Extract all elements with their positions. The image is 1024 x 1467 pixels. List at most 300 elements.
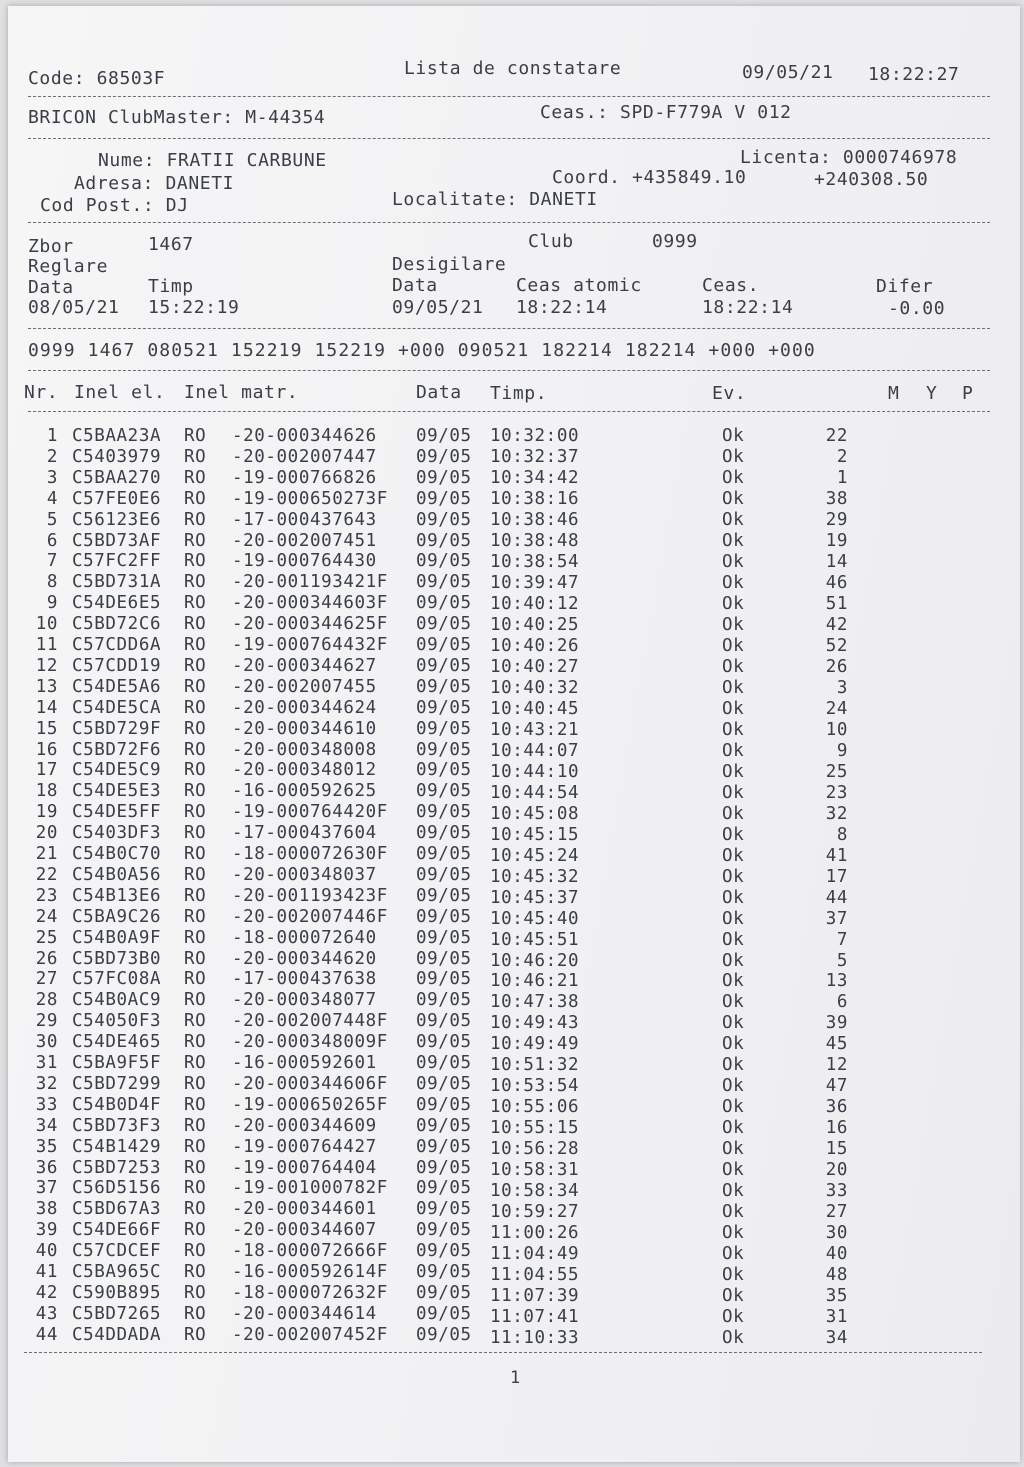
electronic-ring: C54DDADA (72, 1324, 162, 1345)
country-code: RO (184, 697, 207, 718)
locality: Localitate: DANETI (392, 189, 598, 210)
ring-number: -19-000650273F (232, 488, 388, 509)
country-code: RO (184, 1262, 207, 1282)
separator (24, 1352, 982, 1353)
arrival-time: 10:45:24 (490, 845, 580, 866)
row-number: 38 (35, 1199, 58, 1220)
clock-position: 35 (825, 1286, 848, 1307)
electronic-ring: C54DE66F (72, 1220, 162, 1241)
event-status: Ok (722, 446, 745, 467)
arrival-time: 11:00:26 (490, 1223, 580, 1244)
ring-number: -20-000344603F (232, 593, 388, 614)
arrival-date: 09/05 (416, 990, 472, 1011)
document-title: Lista de constatare (404, 58, 622, 79)
arrival-time: 10:58:34 (490, 1181, 580, 1202)
event-status: Ok (722, 845, 745, 866)
event-status: Ok (722, 551, 745, 572)
table-row (8, 1262, 1020, 1286)
arrival-date: 09/05 (416, 593, 472, 614)
separator (28, 411, 990, 412)
arrival-time: 10:32:37 (490, 446, 580, 467)
row-number: 32 (35, 1073, 58, 1094)
desigilare-date: 09/05/21 (392, 297, 484, 318)
table-row (8, 1158, 1020, 1179)
arrival-time: 10:45:40 (490, 908, 580, 929)
table-row (8, 551, 1020, 572)
country-code: RO (184, 1011, 207, 1032)
clock-position: 34 (825, 1328, 848, 1349)
row-number: 29 (35, 1011, 58, 1032)
difer-label: Difer (876, 276, 934, 297)
electronic-ring: C54B0D4F (72, 1094, 162, 1115)
ring-number: -20-000344627 (232, 655, 377, 676)
ring-number: -19-000650265F (232, 1094, 388, 1115)
event-status: Ok (722, 677, 745, 698)
electronic-ring: C5BD7299 (72, 1073, 162, 1094)
electronic-ring: C5BD7253 (72, 1157, 162, 1178)
event-status: Ok (722, 971, 745, 992)
row-number: 24 (35, 906, 58, 927)
table-row (8, 969, 1020, 990)
arrival-time: 11:07:41 (490, 1307, 580, 1328)
event-status: Ok (722, 1139, 745, 1160)
arrival-time: 11:04:55 (490, 1265, 580, 1286)
arrival-time: 10:47:38 (490, 992, 580, 1013)
electronic-ring: C54B0AC9 (72, 990, 162, 1011)
clock-position: 16 (825, 1118, 848, 1139)
arrival-date: 09/05 (416, 844, 472, 864)
row-number: 43 (35, 1303, 58, 1324)
arrival-date: 09/05 (416, 1053, 472, 1073)
ring-number: -20-000344614 (232, 1303, 377, 1324)
clock-position: 8 (836, 824, 848, 845)
event-status: Ok (722, 426, 745, 446)
event-status: Ok (722, 635, 745, 656)
country-code: RO (184, 718, 207, 739)
table-row (8, 907, 1020, 928)
table-row (8, 781, 1020, 802)
clock-position: 7 (836, 929, 848, 950)
arrival-date: 09/05 (416, 426, 472, 446)
table-row (8, 949, 1020, 970)
arrival-time: 10:45:15 (490, 824, 580, 845)
arrival-date: 09/05 (416, 864, 472, 885)
electronic-ring: C5BD67A3 (72, 1199, 162, 1220)
electronic-ring: C57FC08A (72, 969, 162, 990)
clock-position: 37 (825, 908, 848, 929)
electronic-ring: C5BAA23A (72, 426, 162, 446)
clock-position: 23 (825, 782, 848, 803)
electronic-ring: C54B0A9F (72, 927, 162, 948)
event-status: Ok (722, 593, 745, 614)
row-number: 14 (35, 697, 58, 718)
event-status: Ok (722, 1244, 745, 1265)
event-status: Ok (722, 1034, 745, 1055)
arrival-date: 09/05 (416, 1303, 472, 1324)
country-code: RO (184, 760, 207, 781)
clock-position: 1 (836, 467, 848, 488)
separator (28, 96, 990, 97)
separator (28, 138, 990, 139)
table-row (8, 1199, 1020, 1223)
table-row (8, 510, 1020, 531)
row-number: 20 (35, 823, 58, 844)
ceas-label: Ceas. (702, 275, 760, 296)
country-code: RO (184, 969, 207, 990)
row-number: 15 (35, 718, 58, 739)
ring-number: -17-000437638 (232, 969, 377, 990)
coordinates-2: +240308.50 (814, 169, 929, 190)
club-label: Club (528, 231, 574, 252)
arrival-time: 10:46:20 (490, 950, 580, 971)
page-number: 1 (510, 1368, 521, 1388)
row-number: 13 (35, 676, 58, 697)
row-number: 18 (35, 781, 58, 802)
country-code: RO (184, 1094, 207, 1115)
row-number: 35 (35, 1136, 58, 1157)
table-row (8, 1116, 1020, 1137)
owner-name: Nume: FRATII CARBUNE (98, 150, 327, 171)
electronic-ring: C54B13E6 (72, 885, 162, 906)
ceas-atomic-label: Ceas atomic (516, 275, 642, 296)
event-status: Ok (722, 761, 745, 782)
ring-number: -20-000344609 (232, 1115, 377, 1136)
row-number: 5 (46, 509, 58, 530)
arrival-date: 09/05 (416, 760, 472, 781)
country-code: RO (184, 593, 207, 614)
arrival-time: 10:40:32 (490, 677, 580, 698)
country-code: RO (184, 446, 207, 467)
arrival-date: 09/05 (416, 676, 472, 697)
event-status: Ok (722, 782, 745, 803)
arrival-time: 10:46:21 (490, 971, 580, 992)
ring-number: -20-001193421F (232, 572, 388, 593)
event-status: Ok (722, 992, 745, 1013)
row-number: 30 (35, 1032, 58, 1053)
row-number: 31 (35, 1053, 58, 1073)
row-number: 9 (46, 593, 58, 614)
table-row (8, 1282, 1020, 1307)
ring-number: -17-000437643 (232, 509, 377, 530)
ring-number: -18-000072630F (232, 844, 388, 864)
data-label-2: Data (392, 275, 438, 296)
electronic-ring: C57CDCEF (72, 1241, 162, 1262)
header-m: M (888, 383, 900, 404)
ring-number: -19-000764420F (232, 802, 388, 823)
electronic-ring: C54DE5FF (72, 802, 162, 823)
zbor-label: Zbor (28, 236, 74, 257)
arrival-date: 09/05 (416, 1073, 472, 1094)
arrival-date: 09/05 (416, 802, 472, 823)
electronic-ring: C5BD72F6 (72, 739, 162, 760)
event-status: Ok (722, 1076, 745, 1097)
arrival-time: 10:40:26 (490, 635, 580, 656)
country-code: RO (184, 509, 207, 530)
club-value: 0999 (652, 231, 698, 252)
ring-number: -20-000344625F (232, 614, 388, 635)
ring-number: -20-000348037 (232, 864, 377, 885)
clock-position: 9 (836, 740, 848, 761)
row-number: 21 (35, 844, 58, 864)
event-status: Ok (722, 1202, 745, 1223)
ring-number: -17-000437604 (232, 823, 377, 844)
arrival-time: 10:44:07 (490, 740, 580, 761)
electronic-ring: C54DE6E5 (72, 593, 162, 614)
country-code: RO (184, 802, 207, 823)
country-code: RO (184, 467, 207, 488)
clock-position: 39 (825, 1013, 848, 1034)
header-ev: Ev. (712, 383, 747, 404)
clock-position: 32 (825, 803, 848, 824)
country-code: RO (184, 1115, 207, 1136)
country-code: RO (184, 864, 207, 885)
electronic-ring: C57FE0E6 (72, 488, 162, 509)
arrival-date: 09/05 (416, 509, 472, 530)
ring-number: -19-001000782F (232, 1178, 388, 1199)
table-row (8, 760, 1020, 781)
ring-number: -20-000344620 (232, 948, 377, 969)
clock-position: 45 (825, 1034, 848, 1055)
row-number: 37 (35, 1178, 58, 1199)
table-row (8, 635, 1020, 656)
arrival-time: 10:51:32 (490, 1055, 580, 1076)
electronic-ring: C54B0C70 (72, 844, 162, 864)
arrival-date: 09/05 (416, 927, 472, 948)
arrival-time: 11:10:33 (490, 1328, 580, 1349)
row-number: 39 (35, 1220, 58, 1241)
separator (28, 222, 990, 223)
electronic-ring: C5BA965C (72, 1262, 162, 1282)
arrival-time: 10:40:25 (490, 614, 580, 635)
arrival-time: 10:45:32 (490, 866, 580, 887)
row-number: 11 (35, 635, 58, 655)
electronic-ring: C54DE465 (72, 1032, 162, 1053)
electronic-ring: C5BD73AF (72, 530, 162, 551)
event-status: Ok (722, 1181, 745, 1202)
electronic-ring: C5BA9C26 (72, 906, 162, 927)
country-code: RO (184, 1282, 207, 1303)
row-number: 8 (46, 572, 58, 593)
table-row (8, 1011, 1020, 1032)
header-inel-matr: Inel matr. (184, 382, 299, 403)
table-row (8, 531, 1020, 552)
country-code: RO (184, 990, 207, 1011)
ring-number: -19-000764430 (232, 551, 377, 572)
electronic-ring: C54050F3 (72, 1011, 162, 1032)
event-status: Ok (722, 929, 745, 950)
clock-position: 30 (825, 1223, 848, 1244)
table-row (8, 1032, 1020, 1053)
ring-number: -16-000592625 (232, 781, 377, 802)
row-number: 27 (35, 969, 58, 990)
ring-number: -20-000344610 (232, 718, 377, 739)
row-number: 28 (35, 990, 58, 1011)
printed-receipt (8, 6, 1020, 1462)
table-row (8, 1324, 1020, 1349)
arrival-date: 09/05 (416, 551, 472, 572)
electronic-ring: C5BAA270 (72, 467, 162, 488)
country-code: RO (184, 676, 207, 697)
country-code: RO (184, 823, 207, 844)
reglare-time: 15:22:19 (148, 297, 240, 318)
arrival-date: 09/05 (416, 1324, 472, 1345)
clock-position: 36 (825, 1097, 848, 1118)
electronic-ring: C54DE5C9 (72, 760, 162, 781)
row-number: 34 (35, 1115, 58, 1136)
row-number: 26 (35, 948, 58, 969)
row-number: 10 (35, 614, 58, 635)
arrival-date: 09/05 (416, 1157, 472, 1178)
arrival-time: 10:55:15 (490, 1118, 580, 1139)
arrival-date: 09/05 (416, 1282, 472, 1303)
clock-position: 13 (825, 971, 848, 992)
ring-number: -20-000348012 (232, 760, 377, 781)
event-status: Ok (722, 1013, 745, 1034)
row-number: 16 (35, 739, 58, 760)
ring-number: -19-000764427 (232, 1136, 377, 1157)
arrival-time: 10:38:16 (490, 488, 580, 509)
table-row (8, 823, 1020, 844)
event-status: Ok (722, 614, 745, 635)
table-row (8, 1137, 1020, 1158)
arrival-date: 09/05 (416, 1262, 472, 1282)
ring-number: -20-000344626 (232, 426, 377, 446)
event-status: Ok (722, 509, 745, 530)
country-code: RO (184, 1032, 207, 1053)
table-row (8, 614, 1020, 635)
zbor-value: 1467 (148, 234, 194, 255)
table-row (8, 1220, 1020, 1244)
arrival-time: 10:45:37 (490, 887, 580, 908)
clock-position: 44 (825, 887, 848, 908)
clock-model: Ceas.: SPD-F779A V 012 (540, 102, 792, 123)
country-code: RO (184, 739, 207, 760)
arrival-date: 09/05 (416, 823, 472, 844)
ring-number: -20-000344624 (232, 697, 377, 718)
row-number: 6 (46, 530, 58, 551)
coordinates: Coord. +435849.10 (552, 167, 747, 188)
print-time: 18:22:27 (868, 64, 960, 85)
electronic-ring: C57FC2FF (72, 551, 162, 572)
license: Licenta: 0000746978 (740, 147, 958, 168)
clock-position: 17 (825, 866, 848, 887)
clock-position: 31 (825, 1307, 848, 1328)
arrival-date: 09/05 (416, 1178, 472, 1199)
row-number: 40 (35, 1241, 58, 1262)
event-status: Ok (722, 950, 745, 971)
clock-position: 15 (825, 1139, 848, 1160)
country-code: RO (184, 927, 207, 948)
electronic-ring: C5BA9F5F (72, 1053, 162, 1073)
header-inel-el: Inel el. (74, 382, 166, 403)
table-row (8, 677, 1020, 698)
arrival-date: 09/05 (416, 1241, 472, 1262)
arrival-date: 09/05 (416, 530, 472, 551)
clock-position: 29 (825, 509, 848, 530)
table-row (8, 740, 1020, 761)
arrival-date: 09/05 (416, 697, 472, 718)
country-code: RO (184, 906, 207, 927)
ring-number: -20-000344601 (232, 1199, 377, 1220)
electronic-ring: C5403DF3 (72, 823, 162, 844)
country-code: RO (184, 948, 207, 969)
country-code: RO (184, 572, 207, 593)
arrival-date: 09/05 (416, 1032, 472, 1053)
clock-position: 51 (825, 593, 848, 614)
electronic-ring: C54B0A56 (72, 864, 162, 885)
event-status: Ok (722, 740, 745, 761)
electronic-ring: C56D5156 (72, 1178, 162, 1199)
country-code: RO (184, 635, 207, 655)
clock-position: 14 (825, 551, 848, 572)
table-row (8, 1241, 1020, 1265)
table-row (8, 1178, 1020, 1202)
ring-number: -20-001193423F (232, 885, 388, 906)
event-status: Ok (722, 467, 745, 488)
clock-position: 12 (825, 1055, 848, 1076)
clock-position: 48 (825, 1265, 848, 1286)
arrival-date: 09/05 (416, 718, 472, 739)
event-status: Ok (722, 1223, 745, 1244)
country-code: RO (184, 1241, 207, 1262)
code-label: Code: 68503F (28, 68, 166, 89)
clock-position: 33 (825, 1181, 848, 1202)
country-code: RO (184, 530, 207, 551)
clock-position: 20 (825, 1160, 848, 1181)
electronic-ring: C54DE5CA (72, 697, 162, 718)
electronic-ring: C54B1429 (72, 1136, 162, 1157)
electronic-ring: C56123E6 (72, 509, 162, 530)
clock-position: 47 (825, 1076, 848, 1097)
row-number: 2 (46, 446, 58, 467)
owner-address: Adresa: DANETI (74, 173, 235, 194)
clock-position: 5 (836, 950, 848, 971)
row-number: 1 (46, 426, 58, 446)
arrival-date: 09/05 (416, 1011, 472, 1032)
event-status: Ok (722, 1118, 745, 1139)
country-code: RO (184, 781, 207, 802)
clock-position: 52 (825, 635, 848, 656)
ring-number: -20-000348008 (232, 739, 377, 760)
electronic-ring: C5BD7265 (72, 1303, 162, 1324)
country-code: RO (184, 1303, 207, 1324)
electronic-ring: C5BD729F (72, 718, 162, 739)
clock-position: 27 (825, 1202, 848, 1223)
arrival-time: 10:34:42 (490, 467, 580, 488)
table-row (8, 593, 1020, 614)
table-row (8, 886, 1020, 907)
ring-number: -20-000348009F (232, 1032, 388, 1053)
arrival-date: 09/05 (416, 655, 472, 676)
arrival-date: 09/05 (416, 948, 472, 969)
clock-position: 41 (825, 845, 848, 866)
row-number: 41 (35, 1262, 58, 1282)
row-number: 44 (35, 1324, 58, 1345)
ring-number: -18-000072666F (232, 1241, 388, 1262)
arrival-time: 11:07:39 (490, 1286, 580, 1307)
ring-number: -20-000344607 (232, 1220, 377, 1241)
event-status: Ok (722, 656, 745, 677)
event-status: Ok (722, 1055, 745, 1076)
electronic-ring: C57CDD6A (72, 635, 162, 655)
reglare-label: Reglare (28, 256, 109, 277)
arrival-time: 10:38:48 (490, 530, 580, 551)
arrival-time: 10:59:27 (490, 1202, 580, 1223)
electronic-ring: C54DE5E3 (72, 781, 162, 802)
arrival-date: 09/05 (416, 635, 472, 655)
arrival-time: 10:40:27 (490, 656, 580, 677)
ring-number: -20-000348077 (232, 990, 377, 1011)
